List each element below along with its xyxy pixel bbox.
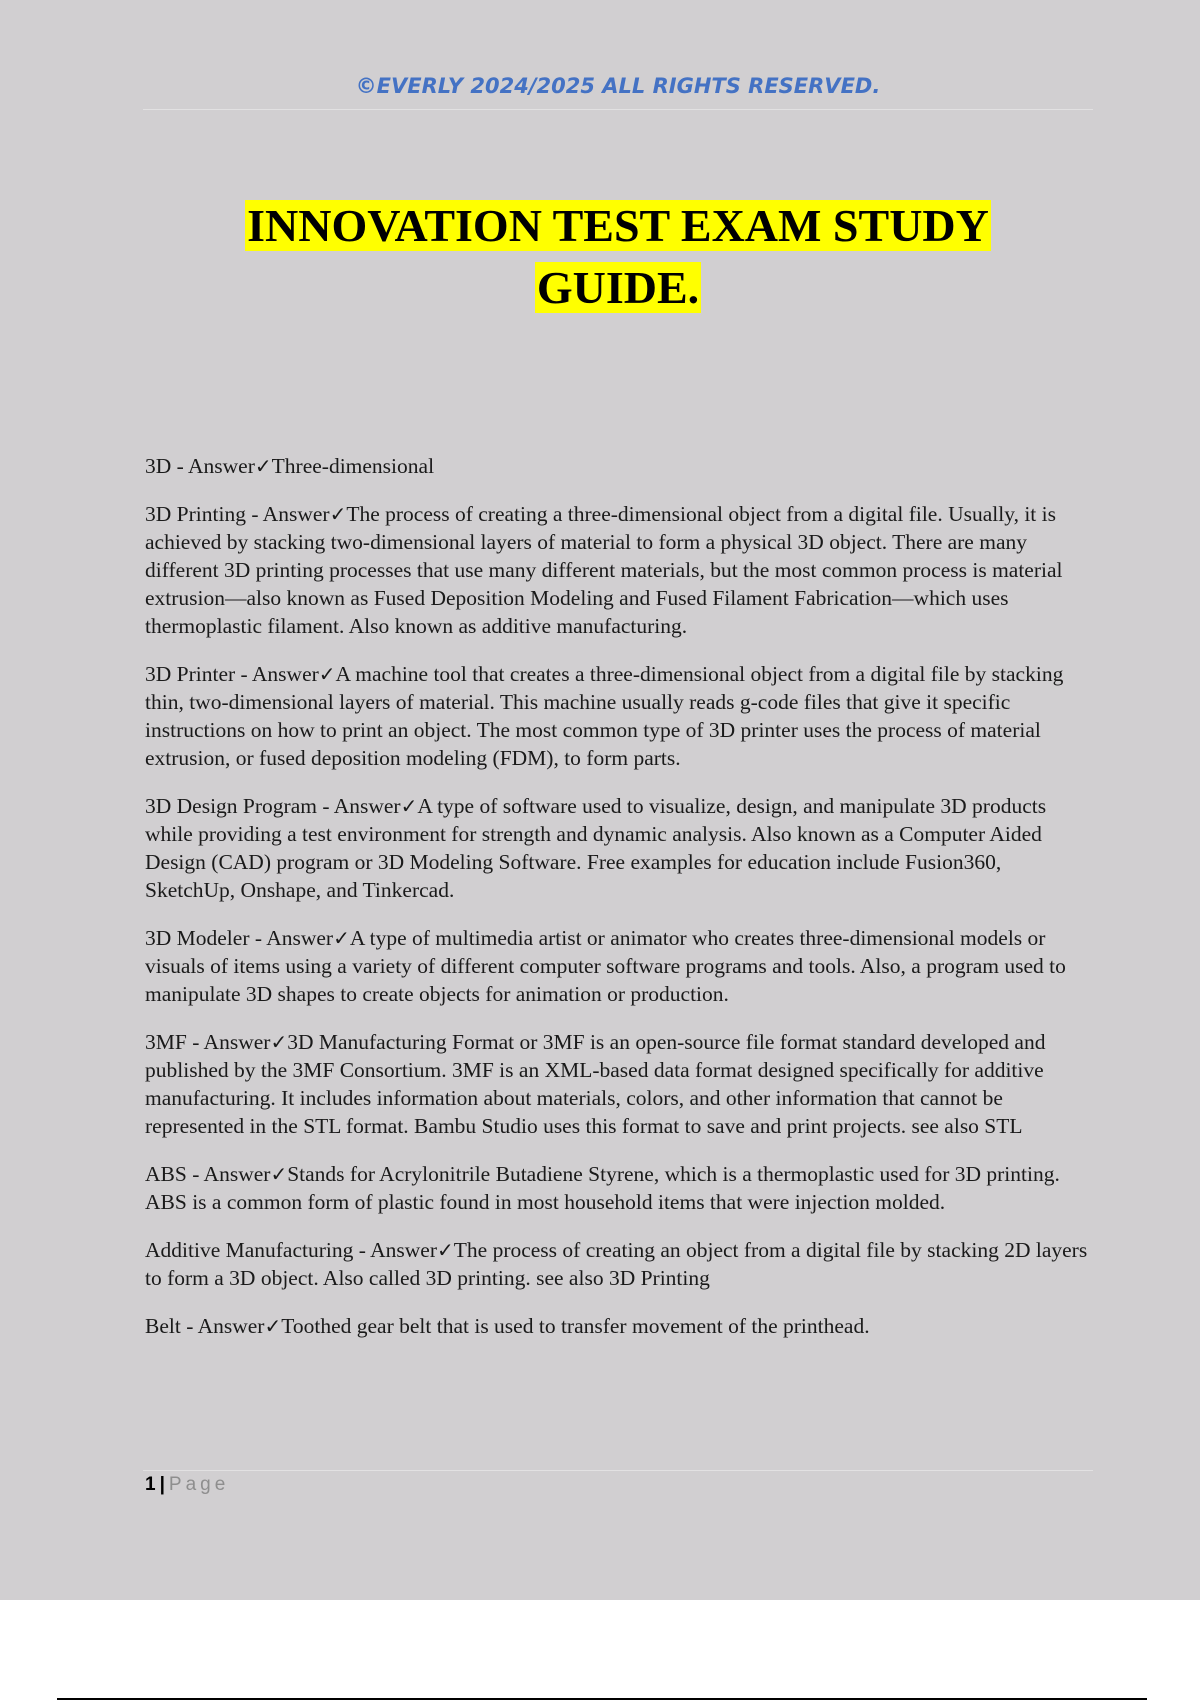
glossary-list [145,452,1095,1360]
answer-separator: - Answer [186,1162,271,1186]
checkmark-icon: ✓ [270,1030,288,1054]
entry-term: ABS [145,1162,187,1186]
entry-definition: The process of creating an object from a digital file by stacking 2D layers to form a 3D object. Also called 3D printing. see also 3D Printing [145,1238,1088,1290]
answer-separator: - Answer [180,1314,265,1338]
entry-definition: A type of multimedia artist or animator who creates three-dimensional models or visuals of items using a variety of different computer software programs and tools. Also, a program used to manipulate 3D shapes to create objects for animation or production. [145,926,1066,1006]
glossary-entry [145,792,1095,904]
answer-separator: - Answer [353,1238,437,1262]
entry-definition: Three-dimensional [271,454,435,478]
glossary-entry [145,660,1095,772]
entry-definition: 3D Manufacturing Format or 3MF is an open-source file format standard developed and published by the 3MF Consortium. 3MF is an XML-based data format designed specifically for additive manufacturing. It includes information about materials, colors, and other information that cannot be represented in the STL format. Bambu Studio uses this format to save and print projects. see also STL [145,1030,1046,1138]
entry-term: Additive Manufacturing [145,1238,354,1262]
entry-term: Belt [145,1314,181,1338]
glossary-entry [145,1028,1095,1140]
entry-definition: The process of creating a three-dimensional object from a digital file. Usually, it is achieved by stacking two-dimensional layers of material to form a physical 3D object. There are many different 3D printing processes that use many different materials, but the most common process is material extrusion—also known as Fused Deposition Modeling and Fused Filament Fabrication—which uses thermoplastic filament. Also known as additive manufacturing. [145,502,1063,638]
answer-separator: - Answer [171,454,255,478]
glossary-entry [145,1160,1095,1216]
copyright-header: ©EVERLY 2024/2025 ALL RIGHTS RESERVED. [355,74,881,98]
title-line-2: GUIDE. [536,262,700,313]
entry-term: 3D [145,454,172,478]
glossary-entry [145,1236,1095,1292]
glossary-entry [145,1312,1095,1340]
entry-definition: A machine tool that creates a three-dimensional object from a digital file by stacking thin, two-dimensional layers of material. This machine usually reads g-code files that give it specific instructions on how to print an object. The most common type of 3D printer uses the process of material extrusion, or fused deposition modeling (FDM), to form parts. [145,662,1064,770]
checkmark-icon: ✓ [400,794,418,818]
checkmark-icon: ✓ [437,1238,454,1262]
entry-term: 3D Modeler [145,926,250,950]
answer-separator: - Answer [245,502,330,526]
checkmark-icon: ✓ [270,1162,288,1186]
document-title [143,195,1093,319]
answer-separator: - Answer [249,926,334,950]
checkmark-icon: ✓ [254,454,272,478]
checkmark-icon: ✓ [333,926,350,950]
entry-definition: Toothed gear belt that is used to transfer movement of the printhead. [281,1314,870,1338]
footer-separator: | [159,1474,165,1495]
header-divider [143,109,1093,110]
checkmark-icon: ✓ [318,662,336,686]
entry-term: 3MF [145,1030,187,1054]
page-footer [145,1474,229,1496]
glossary-entry [145,924,1095,1008]
answer-separator: - Answer [186,1030,271,1054]
page-number: 1 [145,1474,156,1495]
glossary-entry [145,500,1095,640]
answer-separator: - Answer [235,662,319,686]
entry-term: 3D Design Program [145,794,317,818]
entry-definition: A type of software used to visualize, design, and manipulate 3D products while providing a test environment for strength and dynamic analysis. Also known as a Computer Aided Design (CAD) program or 3D Modeling Software. Free examples for education include Fusion360, SketchUp, Onshape, and Tinkercad. [145,794,1047,902]
page-label: Page [168,1474,230,1495]
checkmark-icon: ✓ [329,502,347,526]
entry-term: 3D Printing [145,502,246,526]
footer-divider [143,1470,1093,1471]
entry-term: 3D Printer [145,662,236,686]
checkmark-icon: ✓ [264,1314,282,1338]
glossary-entry [145,452,1095,480]
title-line-1: INNOVATION TEST EXAM STUDY [247,200,989,251]
answer-separator: - Answer [316,794,401,818]
entry-definition: Stands for Acrylonitrile Butadiene Styrene, which is a thermoplastic used for 3D printing. ABS is a common form of plastic found in most household items that were injection molded. [145,1162,1060,1214]
